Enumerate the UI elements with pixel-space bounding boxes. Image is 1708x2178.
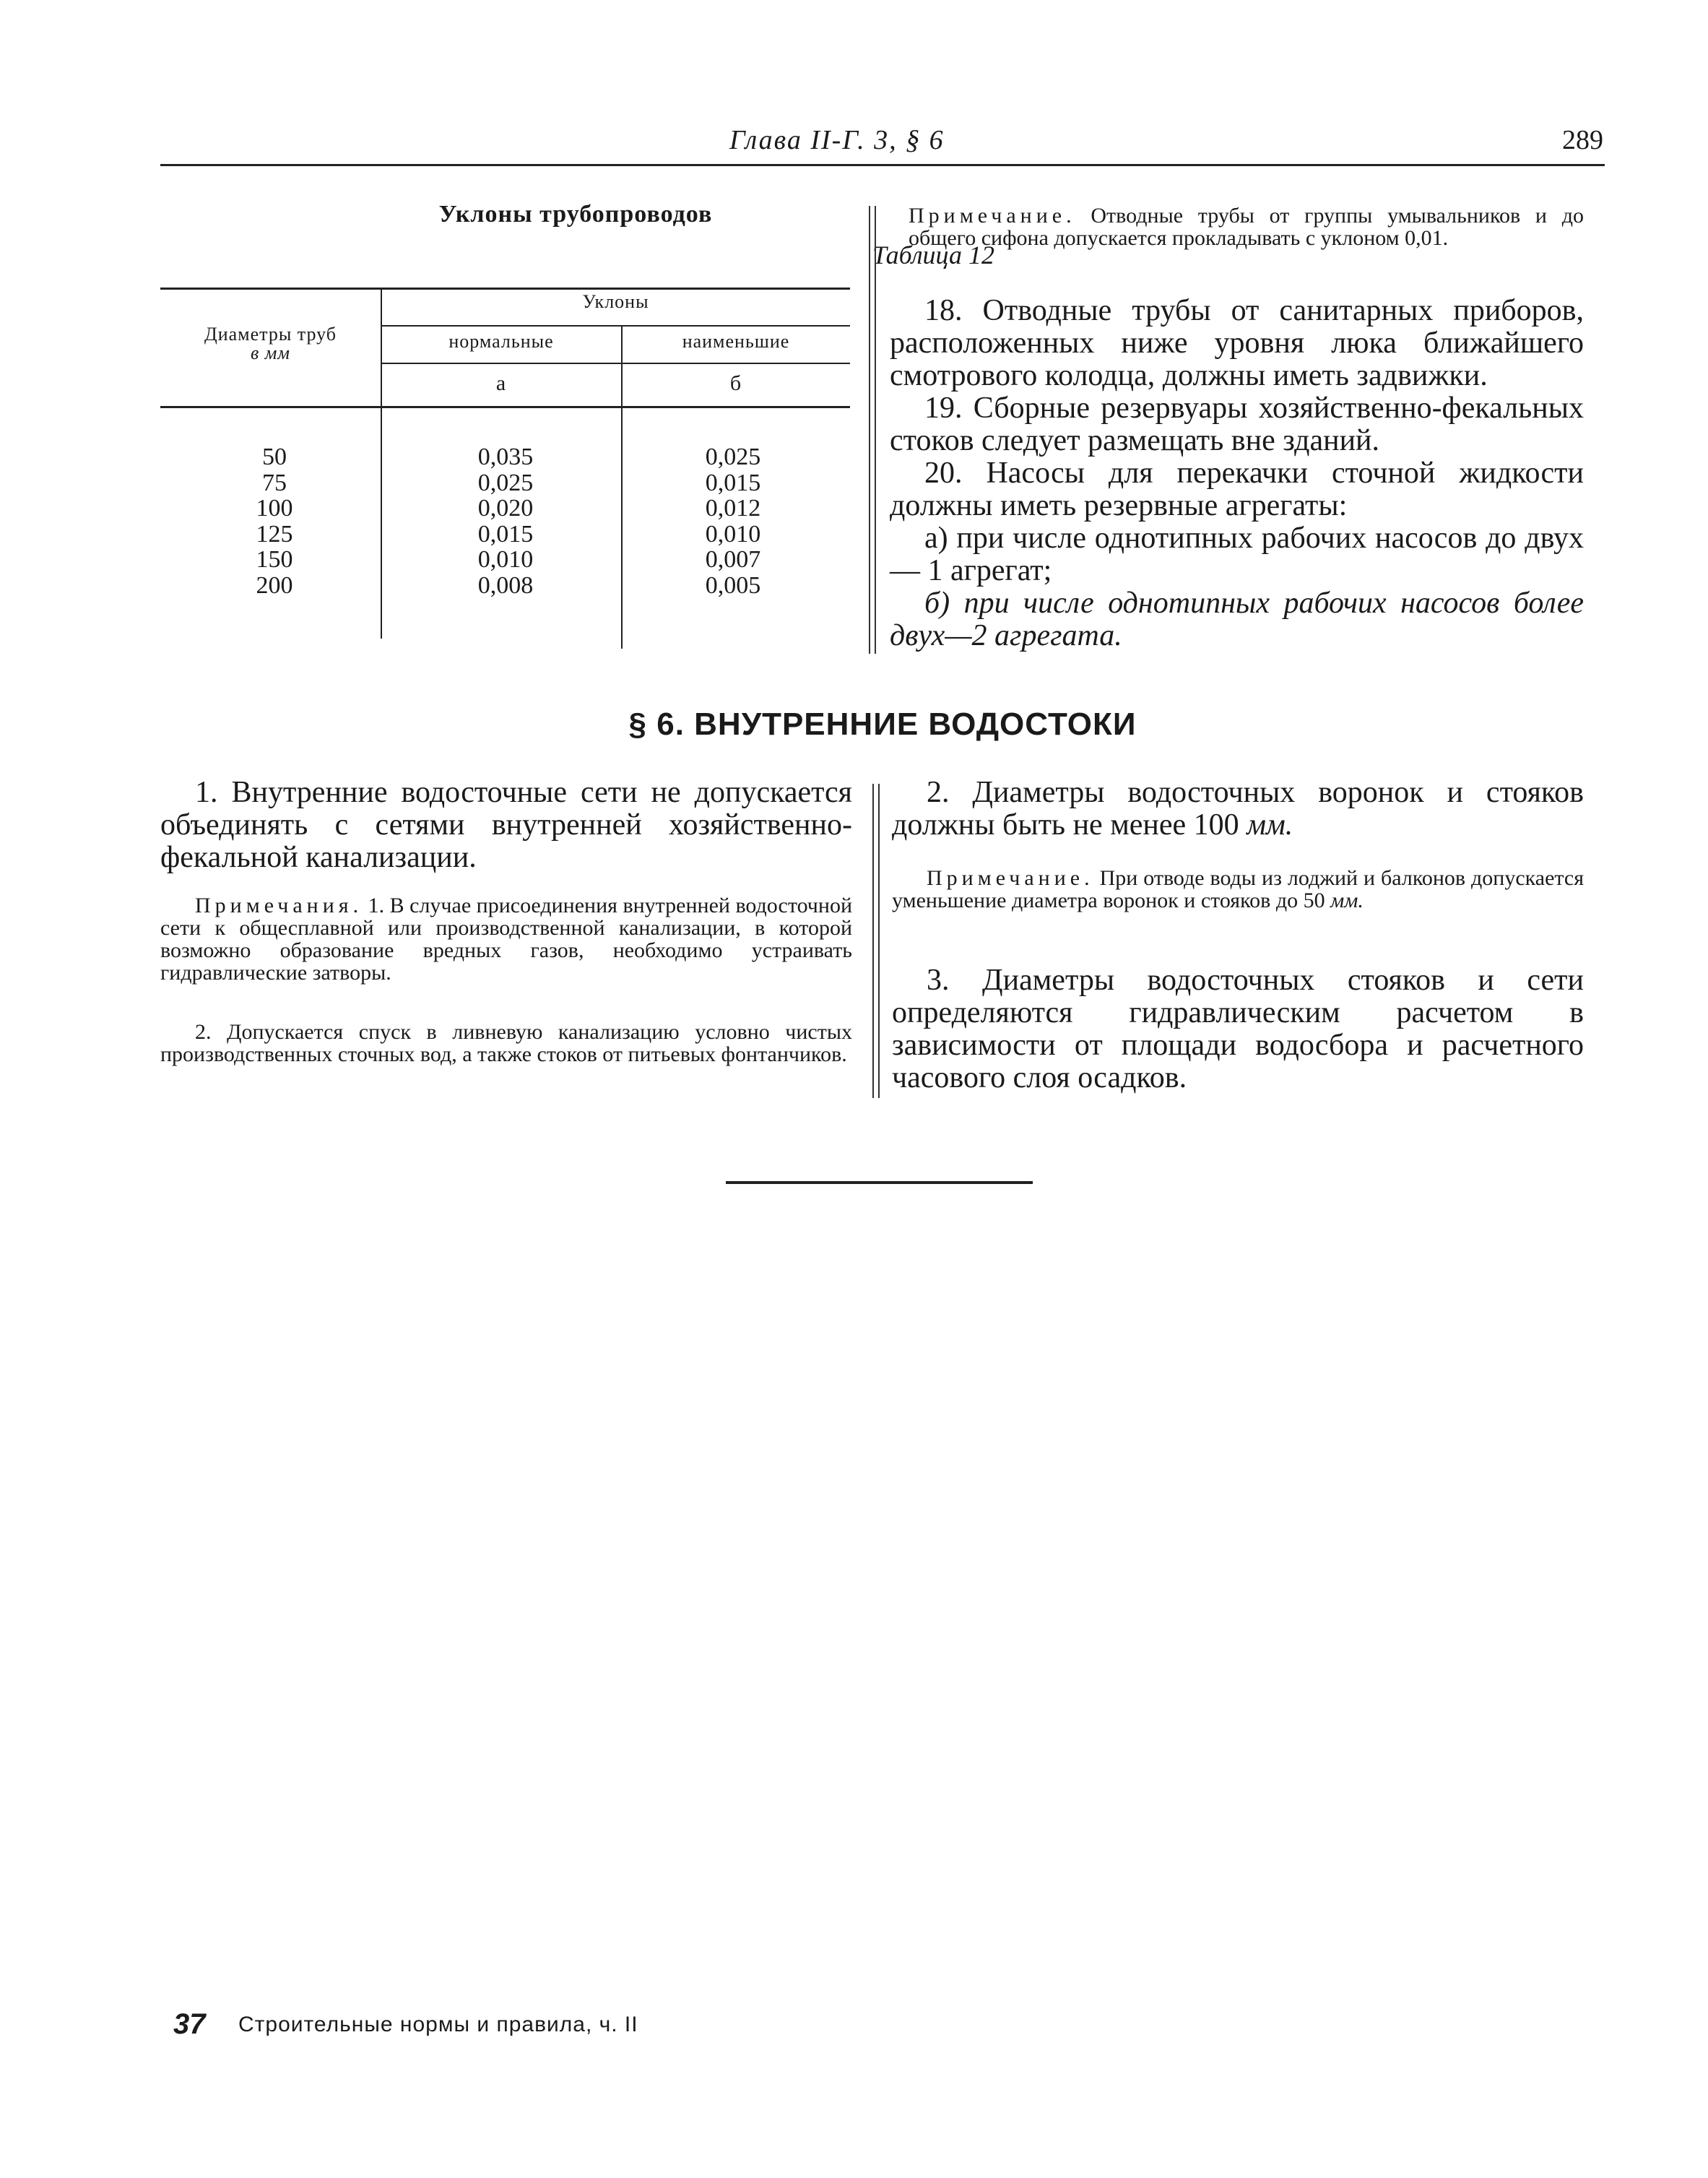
column-divider-bottom: [872, 784, 880, 1098]
note-loggias-unit: мм.: [1330, 889, 1364, 912]
page-number: 289: [1562, 125, 1603, 155]
paragraph-19: 19. Сборные резервуары хозяйственно-фекальных стоков следует размещать вне зданий.: [890, 392, 1584, 457]
paragraph-20a: а) при числе однотипных рабочих насосов до двух — 1 агрегат;: [890, 522, 1584, 587]
table-top-rule: [160, 288, 850, 290]
paragraph-20b: б) при числе однотипных рабочих насосов более двух—2 агрегата.: [890, 587, 1584, 652]
paragraph-1: 1. Внутренние водосточные сети не допускается объединять с сетями внутренней хозяйственно-фекальной канализации.: [160, 776, 852, 874]
col-header-diameter: [160, 325, 381, 363]
note-loggias-label: Примечание.: [927, 866, 1094, 890]
paragraph-2-unit: мм.: [1247, 808, 1293, 842]
paragraph-20: 20. Насосы для перекачки сточной жидкости должны иметь резервные агрегаты:: [890, 457, 1584, 522]
section-end-rule: [726, 1181, 1033, 1184]
col-letter-a: а: [495, 371, 507, 395]
paragraph-2-text: 2. Диаметры водосточных воронок и стояков должны быть не менее 100: [892, 776, 1584, 842]
col-letter-b: б: [729, 371, 742, 395]
col-header-diameter-label: Диаметры труб: [204, 324, 337, 345]
note-label: Примечание.: [909, 204, 1076, 228]
col-header-diameter-unit: в мм: [251, 342, 290, 363]
note-1-text: 1. В случае присоединения внутренней водосточной сети к общесплавной или производственной канализации, в которой возможно образование вредных газов, необходимо устраивать гидравлические затворы.: [160, 894, 853, 985]
signature-number: 37: [173, 2008, 206, 2040]
running-title: Глава II-Г. 3, § 6: [729, 125, 945, 155]
header-rule: [160, 164, 1605, 166]
note-drain-pipes: [909, 204, 1584, 249]
column-minimum-slopes: 0,025 0,015 0,012 0,010 0,007 0,005: [705, 444, 761, 599]
paragraph-2: [892, 777, 1584, 842]
col-header-minimum: наименьшие: [682, 331, 790, 352]
table-group-rule: [381, 325, 850, 327]
col-group-header: Уклоны: [582, 291, 649, 312]
column-divider-top: [869, 206, 876, 654]
table-title: Уклоны трубопроводов: [438, 201, 713, 228]
notes-block-1: [160, 894, 852, 984]
note-loggias: [892, 867, 1584, 912]
notes-label: Примечания.: [195, 894, 363, 917]
column-normal-slopes: 0,035 0,025 0,020 0,015 0,010 0,008: [477, 444, 534, 599]
col-header-normal: нормальные: [448, 331, 554, 352]
note-loggias-text: При отводе воды из лоджий и балконов допускается уменьшение диаметра воронок и стояков до 50: [892, 866, 1585, 912]
note-text: Отводные трубы от группы умывальников и до общего сифона допускается прокладывать с уклоном 0,01.: [909, 204, 1585, 250]
section-title: § 6. ВНУТРЕННИЕ ВОДОСТОКИ: [628, 706, 1137, 742]
column-diameters: 50 75 100 125 150 200: [256, 444, 293, 599]
paragraph-18: 18. Отводные трубы от санитарных приборов, расположенных ниже уровня люка ближайшего смотрового колодца, должны иметь задвижки.: [890, 294, 1584, 392]
paragraph-3: 3. Диаметры водосточных стояков и сети определяются гидравлическим расчетом в зависимости от площади водосбора и расчетного часового слоя осадков.: [892, 964, 1584, 1094]
table-number: Таблица 12: [872, 241, 994, 269]
table-header-bottom-rule: [160, 406, 850, 408]
table-subheader-rule: [381, 363, 850, 364]
footer-text: Строительные нормы и правила, ч. II: [238, 2013, 638, 2036]
note-2: 2. Допускается спуск в ливневую канализацию условно чистых производственных сточных вод, а также стоков от питьевых фонтанчиков.: [160, 1020, 852, 1066]
